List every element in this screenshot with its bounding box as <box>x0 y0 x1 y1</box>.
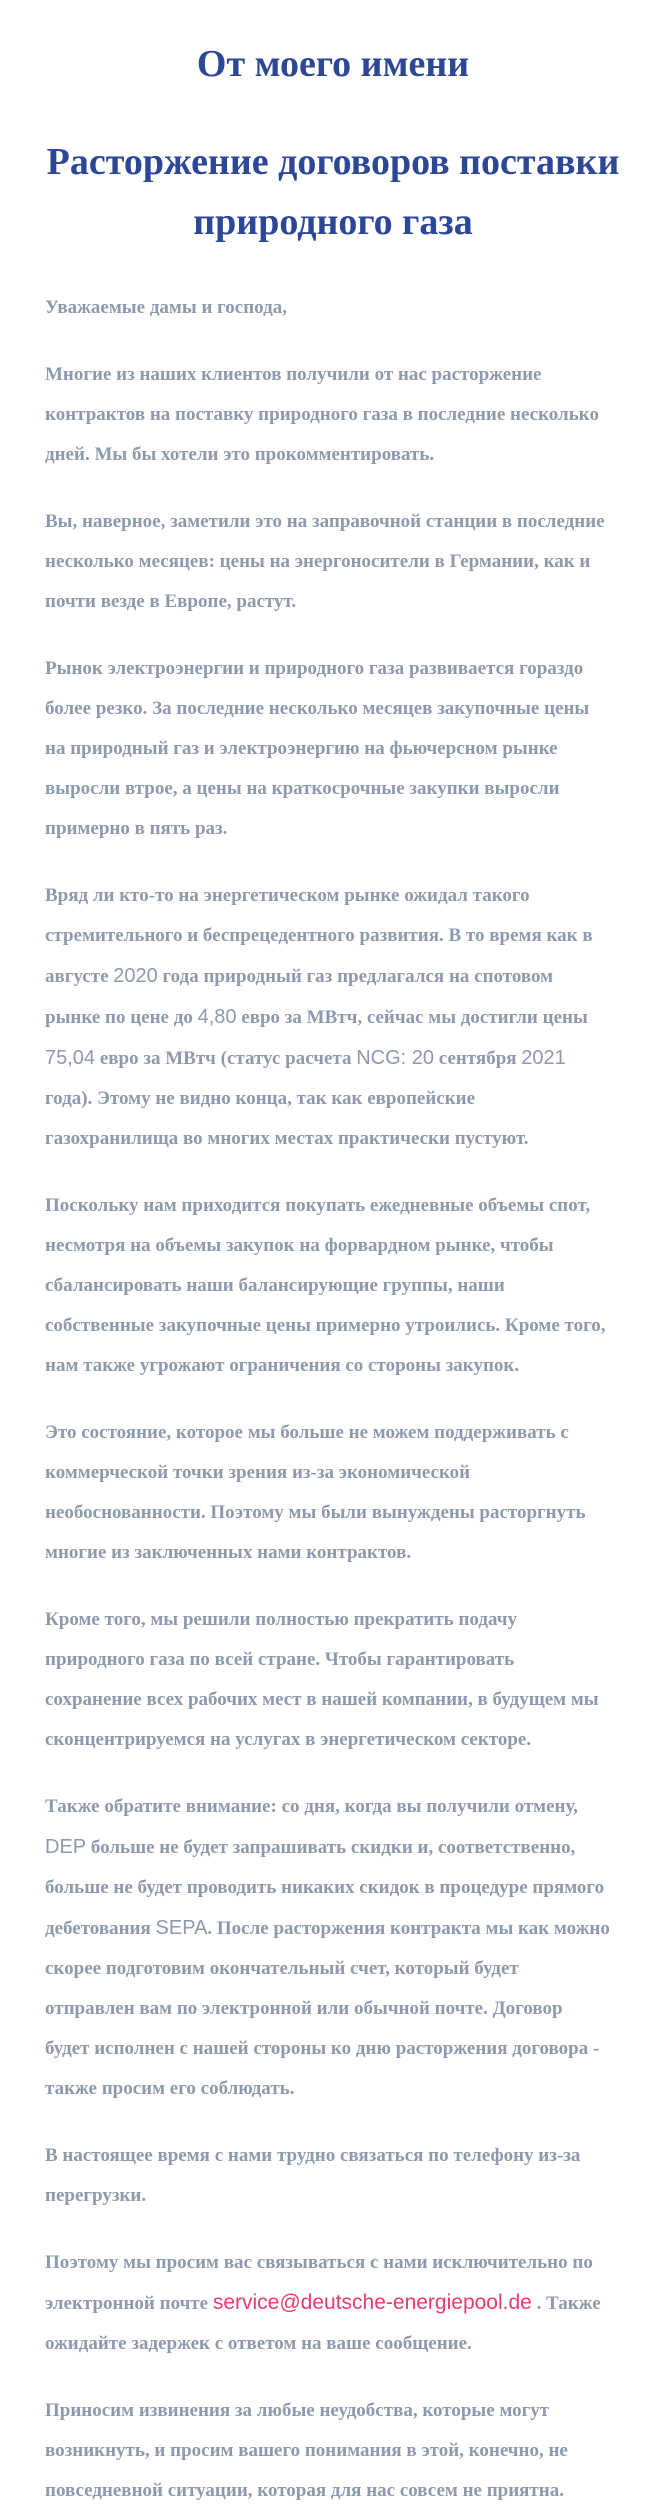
text-segment: Это состояние, которое мы больше не можем поддерживать с коммерческой точки зрения из-за экономической необоснованности. Поэтому мы были вынуждены расторгнуть многие из заключенных нами контрактов. <box>45 1422 586 1563</box>
text-segment: Приносим извинения за любые неудобства, которые могут возникнуть, и просим вашего понимания в этой, конечно, не повседневной ситуации, которая для нас совсем не приятна. <box>45 2400 568 2501</box>
paragraph <box>45 1186 610 1386</box>
text-segment: Многие из наших клиентов получили от нас расторжение контрактов на поставку природного газа в последние несколько дней. Мы бы хотели это прокомментировать. <box>45 364 599 465</box>
paragraph <box>45 1600 610 1760</box>
paragraph <box>45 288 610 328</box>
pretitle-heading: От моего имени <box>196 43 470 85</box>
paragraph <box>45 1413 610 1573</box>
email-link[interactable]: service@deutsche-energiepool.de <box>212 2291 532 2314</box>
text-segment: Вряд ли кто-то на энергетическом рынке ожидал такого стремительного и беспрецедентного развития. В то время как в августе <box>45 885 593 987</box>
letter-title-line-1: Расторжение договоров поставки <box>46 141 620 183</box>
paragraph <box>45 2243 610 2364</box>
letter-header <box>0 0 666 252</box>
latin-text-segment: DEP <box>45 1836 87 1858</box>
text-segment: Уважаемые дамы и господа, <box>45 297 287 318</box>
latin-text-segment: 2021 <box>521 1047 566 1069</box>
text-segment: евро за МВтч, сейчас мы достигли цены <box>236 1007 588 1028</box>
latin-text-segment: 75,04 <box>45 1047 96 1069</box>
letter-body <box>0 288 666 2511</box>
text-segment: Кроме того, мы решили полностью прекратить подачу природного газа по всей стране. Чтобы гарантировать сохранение всех рабочих мест в нашей компании, в будущем мы сконцентрируемся на услугах в энергетическом секторе. <box>45 1609 599 1750</box>
text-segment: Поэтому мы просим вас связываться с нами исключительно по электронной почте <box>45 2252 593 2314</box>
latin-text-segment: NCG: 20 <box>356 1047 435 1069</box>
letter-title-line-2: природного газа <box>193 201 473 243</box>
text-segment: В настоящее время с нами трудно связаться по телефону из-за перегрузки. <box>45 2145 581 2206</box>
text-segment: года). Этому не видно конца, так как европейские газохранилища во многих местах практически пустуют. <box>45 1088 529 1149</box>
text-segment: Вы, наверное, заметили это на заправочной станции в последние несколько месяцев: цены на энергоносители в Германии, как и почти везде в Европе, растут. <box>45 511 605 612</box>
paragraph <box>45 502 610 622</box>
text-segment: Также обратите внимание: со дня, когда вы получили отмену, <box>45 1796 578 1817</box>
paragraph <box>45 355 610 475</box>
text-segment: . После расторжения контракта мы как можно скорее подготовим окончательный счет, который будет отправлен вам по электронной или обычной почте. Договор будет исполнен с нашей стороны ко дню расторжения договора - также просим его соблюдать. <box>45 1918 610 2099</box>
paragraph <box>45 876 610 1159</box>
paragraph <box>45 649 610 849</box>
paragraph <box>45 2391 610 2511</box>
letter-title <box>0 132 666 252</box>
latin-text-segment: SEPA <box>155 1917 208 1939</box>
text-segment: Рынок электроэнергии и природного газа развивается гораздо более резко. За последние несколько месяцев закупочные цены на природный газ и электроэнергию на фьючерсном рынке выросли втрое, а цены на краткосрочные закупки выросли примерно в пять раз. <box>45 658 590 839</box>
latin-text-segment: 4,80 <box>197 1006 237 1028</box>
latin-text-segment: 2020 <box>113 965 158 987</box>
paragraph <box>45 1787 610 2109</box>
text-segment: больше не будет запрашивать скидки и, соответственно, больше не будет проводить никаких скидок в процедуре прямого дебетования <box>45 1837 605 1939</box>
text-segment: Поскольку нам приходится покупать ежедневные объемы спот, несмотря на объемы закупок на форвардном рынке, чтобы сбалансировать наши балансирующие группы, наши собственные закупочные цены примерно утроились. Кроме того, нам также угрожают ограничения со стороны закупок. <box>45 1195 606 1376</box>
paragraph <box>45 2136 610 2216</box>
text-segment: евро за МВтч (статус расчета <box>95 1048 357 1069</box>
text-segment: . Также ожидайте задержек с ответом на ваше сообщение. <box>45 2293 601 2354</box>
text-segment: года природный газ предлагался на спотовом рынке по цене до <box>45 966 554 1028</box>
text-segment: сентября <box>434 1048 522 1069</box>
